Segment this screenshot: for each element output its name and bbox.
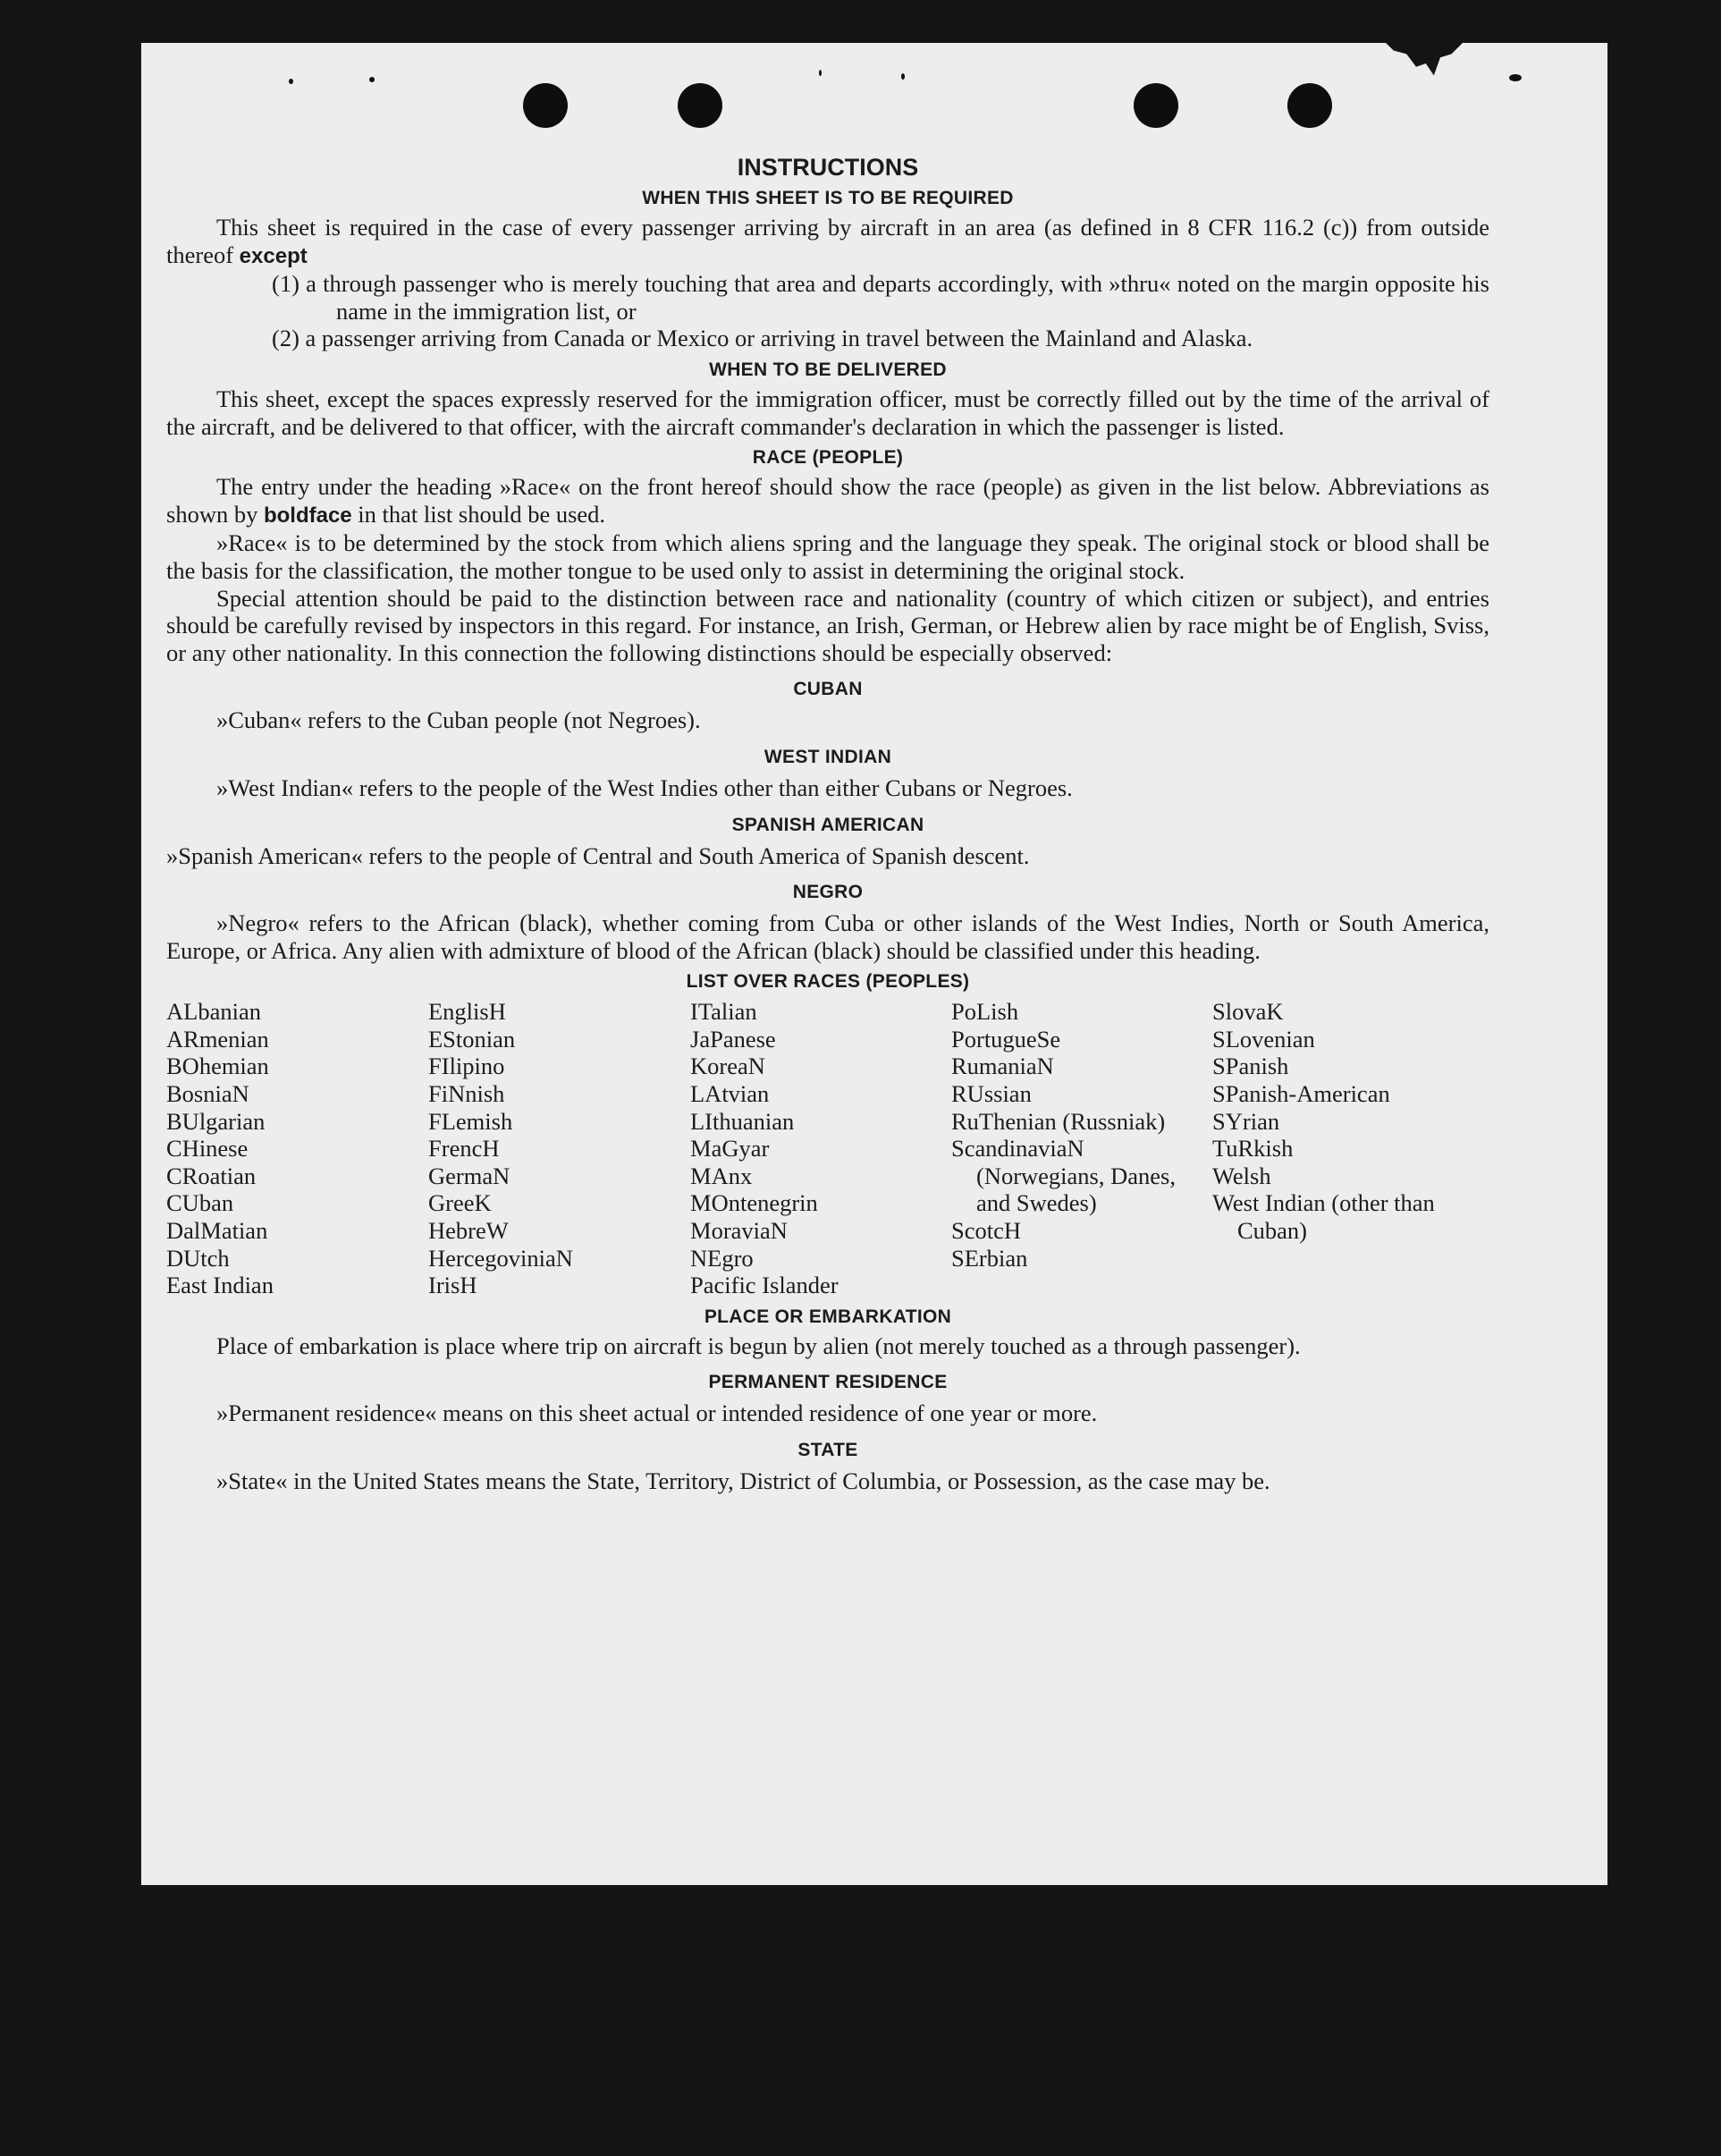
race-entry: GermaN <box>428 1162 510 1189</box>
punch-hole <box>523 83 568 128</box>
section-heading-residence: PERMANENT RESIDENCE <box>708 1372 948 1393</box>
race-entry: RUssian <box>951 1080 1032 1108</box>
race-entry: HebreW <box>428 1217 509 1245</box>
race-entry: NEgro <box>690 1244 754 1272</box>
required-intro: This sheet is required in the case of every passenger arriving by aircraft in an area (as defined in 8 CFR 116.2 (c)) from outside thereof except <box>166 214 1489 268</box>
race-entry: FLemish <box>428 1107 513 1135</box>
race-paragraph-3: Special attention should be paid to the distinction between race and nationality (country of which citizen or subject), and entries should be carefully revised by inspectors in this regard. For instance, an Irish, German, or Hebrew alien by race might be of English, Sviss, or any other nationality. In this connection the following distinctions should be especially observed: <box>166 584 1489 666</box>
race-entry: GreeK <box>428 1189 492 1217</box>
document-body <box>166 152 1489 1495</box>
race-entry: DUtch <box>166 1244 230 1272</box>
race-entry: SYrian <box>1212 1107 1280 1135</box>
race-entry: KoreaN <box>690 1053 765 1080</box>
races-column <box>690 998 951 1299</box>
race-entry: HercegoviniaN <box>428 1244 573 1272</box>
race-entry: BosniaN <box>166 1080 249 1108</box>
race-entry: BUlgarian <box>166 1107 266 1135</box>
speck <box>819 70 822 76</box>
state-text: »State« in the United States means the State, Territory, District of Columbia, or Possession, as the case may be. <box>216 1467 1270 1494</box>
document-page <box>141 43 1607 1885</box>
punch-hole <box>1287 83 1332 128</box>
section-heading-required: WHEN THIS SHEET IS TO BE REQUIRED <box>642 188 1014 208</box>
punch-hole <box>1134 83 1178 128</box>
race-entry: LIthuanian <box>690 1107 795 1135</box>
race-entry: EnglisH <box>428 998 506 1026</box>
race-entry: CUban <box>166 1189 234 1217</box>
race-entry: BOhemian <box>166 1053 269 1080</box>
race-entry: West Indian (other than Cuban) <box>1212 1189 1435 1245</box>
section-heading-west-indian: WEST INDIAN <box>763 746 892 767</box>
race-entry: FrencH <box>428 1135 500 1163</box>
section-heading-negro: NEGRO <box>792 882 864 903</box>
section-heading-embarkation: PLACE OR EMBARKATION <box>704 1306 952 1327</box>
race-entry: FIlipino <box>428 1053 505 1080</box>
race-entry: MAnx <box>690 1162 753 1189</box>
race-paragraph-2: »Race« is to be determined by the stock from which aliens spring and the language they speak. The original stock or blood shall be the basis for the classification, the mother tongue to be used only to assist in determining the original stock. <box>166 529 1489 584</box>
west-indian-text: »West Indian« refers to the people of the West Indies other than either Cubans or Negroes. <box>216 774 1073 801</box>
cuban-text: »Cuban« refers to the Cuban people (not Negroes). <box>216 706 701 734</box>
race-entry: EStonian <box>428 1025 516 1053</box>
race-entry: TuRkish <box>1212 1135 1294 1163</box>
race-entry: East Indian <box>166 1272 274 1299</box>
race-entry: JaPanese <box>690 1025 776 1053</box>
races-column <box>428 998 690 1299</box>
speck <box>289 79 293 84</box>
race-entry: CRoatian <box>166 1162 257 1189</box>
race-entry: RumaniaN <box>951 1053 1054 1080</box>
delivered-text: This sheet, except the spaces expressly reserved for the immigration officer, must be correctly filled out by the time of the arrival of the aircraft, and be delivered to that officer, with the aircraft commander's declaration in which the passenger is listed. <box>166 385 1489 440</box>
speck <box>369 77 375 82</box>
section-heading-cuban: CUBAN <box>793 679 863 700</box>
race-entry: MoraviaN <box>690 1217 788 1245</box>
spanish-american-text: »Spanish American« refers to the people of Central and South America of Spanish descent. <box>166 841 1030 869</box>
race-entry: MaGyar <box>690 1135 770 1163</box>
section-heading-spanish-american: SPANISH AMERICAN <box>731 814 924 835</box>
race-entry: CHinese <box>166 1135 249 1163</box>
race-entry: Welsh <box>1212 1162 1271 1189</box>
race-entry: ScotcH <box>951 1217 1022 1245</box>
races-column <box>951 998 1212 1299</box>
race-entry: MOntenegrin <box>690 1189 818 1217</box>
race-entry: ARmenian <box>166 1025 269 1053</box>
race-entry: ALbanian <box>166 998 261 1026</box>
race-paragraph-1: The entry under the heading »Race« on the front hereof should show the race (people) as given in the list below. Abbreviations as shown by boldface in that list should be used. <box>166 473 1489 528</box>
required-item-2: (2) a passenger arriving from Canada or Mexico or arriving in travel between the Mainland and Alaska. <box>272 325 1253 352</box>
negro-text: »Negro« refers to the African (black), whether coming from Cuba or other islands of the West Indies, North or South America, Europe, or Africa. Any alien with admixture of blood of the African (black) should be classified under this heading. <box>166 909 1489 964</box>
speck <box>1509 74 1522 81</box>
section-heading-delivered: WHEN TO BE DELIVERED <box>709 359 947 380</box>
race-entry: ScandinaviaN (Norwegians, Danes, and Swedes) <box>951 1135 1176 1217</box>
race-entry: SlovaK <box>1212 998 1284 1026</box>
race-entry: SLovenian <box>1212 1025 1315 1053</box>
race-entry: PortugueSe <box>951 1025 1061 1053</box>
section-heading-race: RACE (PEOPLE) <box>752 447 904 469</box>
race-entry: ITalian <box>690 998 757 1026</box>
race-entry: Pacific Islander <box>690 1272 839 1299</box>
section-heading-state: STATE <box>797 1440 858 1460</box>
residence-text: »Permanent residence« means on this sheet actual or intended residence of one year or more. <box>216 1399 1098 1427</box>
race-entry: PoLish <box>951 998 1019 1026</box>
races-column <box>166 998 428 1299</box>
section-heading-races-list: LIST OVER RACES (PEOPLES) <box>686 971 970 993</box>
embarkation-text: Place of embarkation is place where trip on aircraft is begun by alien (not merely touched as a through passenger). <box>216 1332 1301 1359</box>
race-entry: FiNnish <box>428 1080 505 1108</box>
page-title: INSTRUCTIONS <box>737 154 919 181</box>
race-entry: DalMatian <box>166 1217 268 1245</box>
race-entry: SPanish <box>1212 1053 1289 1080</box>
races-list <box>166 998 1489 1299</box>
races-column <box>1212 998 1489 1299</box>
race-entry: IrisH <box>428 1272 477 1299</box>
race-entry: RuThenian (Russniak) <box>951 1107 1166 1135</box>
speck <box>901 73 905 80</box>
race-entry: LAtvian <box>690 1080 770 1108</box>
race-entry: SErbian <box>951 1244 1028 1272</box>
punch-hole <box>678 83 722 128</box>
required-item-1: (1) a through passenger who is merely touching that area and departs accordingly, with »thru« noted on the margin opposite his name in the immigration list, or <box>272 270 1489 325</box>
torn-corner <box>1384 41 1464 84</box>
race-entry: SPanish-American <box>1212 1080 1390 1108</box>
